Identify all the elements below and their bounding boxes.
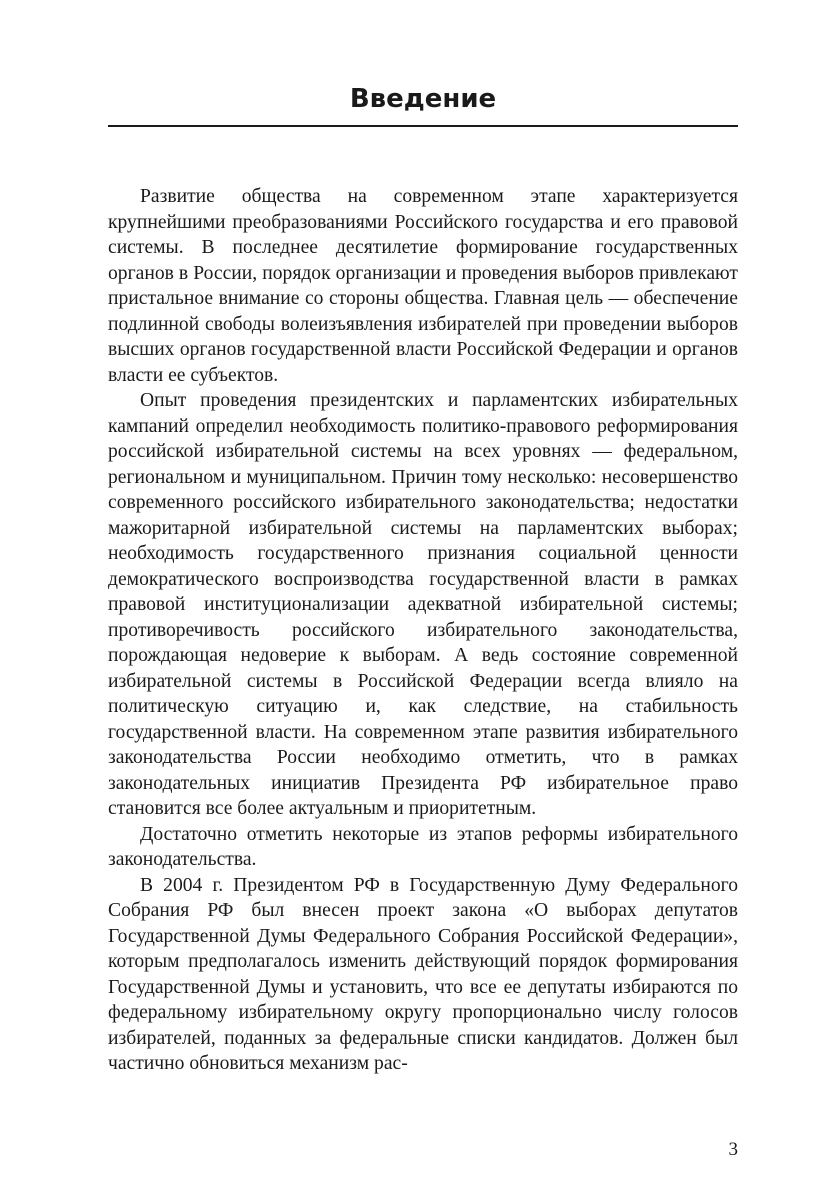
page-title: Введение xyxy=(349,84,497,114)
paragraph: Развитие общества на современном этапе характеризуется крупнейшими преобразованиями Российского государства и его правовой системы. В последнее десятилетие формирование государственных органов в России, порядок организации и проведения выборов привлекают пристальное внимание со стороны общества. Главная цель — обеспечение подлинной свободы волеизъявления избирателей при проведении выборов высших органов государственной власти Российской Федерации и органов власти ее субъектов. xyxy=(108,186,738,386)
paragraph: В 2004 г. Президентом РФ в Государственную Думу Федерального Собрания РФ был внесен проект закона «О выборах депутатов Государственной Думы Федерального Собрания Российской Федерации», которым предполагалось изменить действующий порядок формирования Государственной Думы и установить, что все ее депутаты избираются по федеральному избирательному округу пропорционально числу голосов избирателей, поданных за федеральные списки кандидатов. Должен был частично обновиться механизм рас- xyxy=(108,874,738,1074)
page-number: 3 xyxy=(728,1139,738,1160)
body-text xyxy=(108,184,738,1077)
paragraph: Опыт проведения президентских и парламентских избирательных кампаний определил необходимость политико-правового реформирования российской избирательной системы на всех уровнях — федеральном, региональном и муниципальном. Причин тому несколько: несовершенство современного российского избирательного законодательства; недостатки мажоритарной избирательной системы на парламентских выборах; необходимость государственного признания социальной ценности демократического воспроизводства государственной власти в рамках правовой институционализации адекватной избирательной системы; противоречивость российского избирательного законодательства, порождающая недоверие к выборам. А ведь состояние современной избирательной системы в Российской Федерации всегда влияло на политическую ситуацию и, как следствие, на стабильность государственной власти. На современном этапе развития избирательного законодательства России необходимо отметить, что в рамках законодательных инициатив Президента РФ избирательное право становится все более актуальным и приоритетным. xyxy=(108,390,738,819)
title-divider xyxy=(108,125,738,127)
paragraph: Достаточно отметить некоторые из этапов реформы избирательного законодательства. xyxy=(108,823,738,870)
